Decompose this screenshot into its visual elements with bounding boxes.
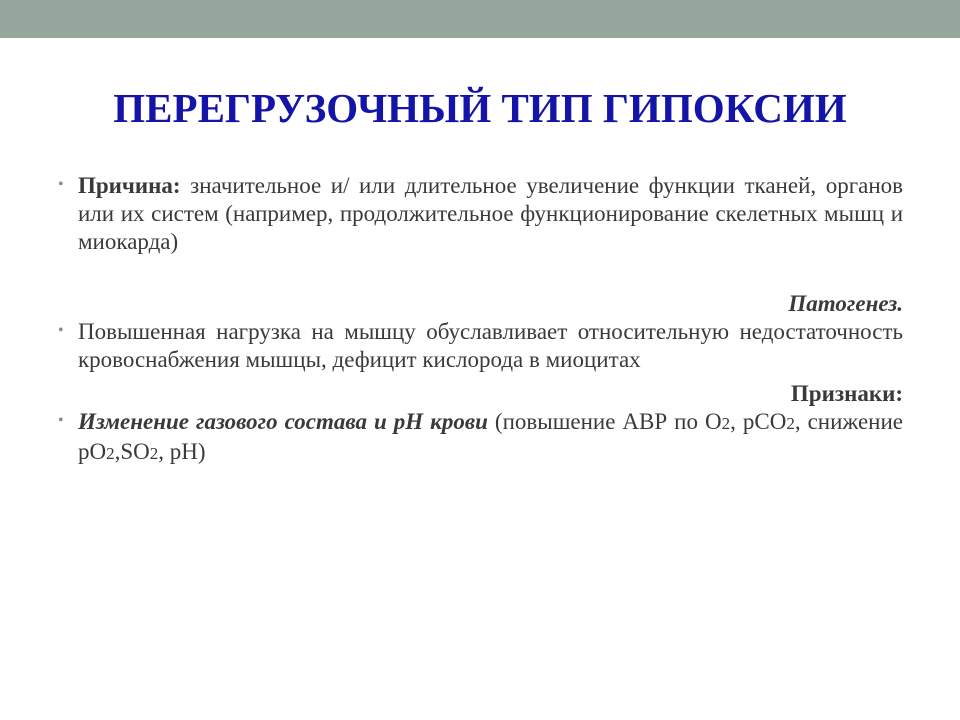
slide-title: ПЕРЕГРУЗОЧНЫЙ ТИП ГИПОКСИИ [113,85,847,131]
signs-text-5: , рН) [158,439,206,464]
signs-text-3: , снижение рО [78,409,904,464]
signs-heading: Признаки: [790,381,903,406]
bullet-dot-icon: • [58,176,64,193]
subscript: 2 [106,444,115,463]
bullet-dot-icon: • [58,412,64,429]
subscript: 2 [721,414,731,433]
bullet-dot-icon: • [58,322,64,339]
bullet-signs [58,408,903,468]
cause-text: значительное и/ или длительное увеличение функции тканей, органов или их систем (например, продолжительное функционирование скелетных мышц и миокарда) [78,173,903,254]
bullet-pathogenesis [58,318,903,374]
cause-label: Причина: [78,173,181,198]
slide-content [58,172,903,468]
subscript: 2 [786,414,795,433]
signs-paragraph [78,408,903,468]
pathogenesis-heading: Патогенез. [788,291,903,316]
cause-paragraph [78,172,903,256]
signs-text-1: (повышение АВР по О [487,409,722,434]
top-decorative-bar [0,0,960,38]
signs-label: Изменение газового состава и рН крови [78,409,488,434]
subscript: 2 [149,444,159,463]
signs-text-4: ,SO [114,439,150,464]
pathogenesis-paragraph: Повышенная нагрузка на мышцу обуславливает относительную недостаточность кровоснабжения мышцы, дефицит кислорода в миоцитах [78,319,903,372]
signs-text-2: , рСО [730,409,787,434]
bullet-cause [58,172,903,256]
